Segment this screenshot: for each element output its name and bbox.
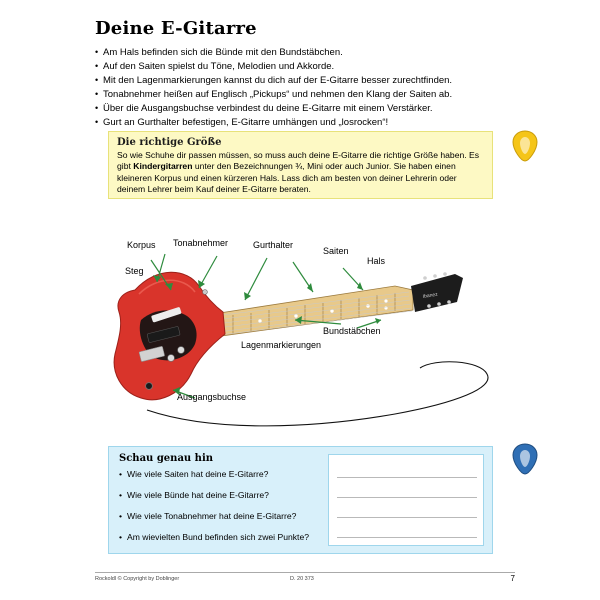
info-box [108,131,493,199]
bullet-marker: • [119,469,123,479]
answer-line[interactable] [337,477,477,478]
list-item-text: Auf den Saiten spielst du Töne, Melodien und Akkorde. [103,61,335,72]
label-steg: Steg [125,266,144,276]
label-ausgangsbuchse: Ausgangsbuchse [177,392,247,402]
answer-area[interactable] [328,454,484,546]
list-item [95,88,515,101]
page-footer [95,572,515,587]
list-item [95,60,515,73]
info-text-part1: So wie Schuhe dir passen müssen, so muss auch deine E-Gitarre die richtige Größe haben. Es gibt [117,150,480,172]
bullet-marker: • [95,61,99,71]
bullet-marker: • [95,75,99,85]
guitar-pick-icon [512,130,538,162]
guitar-diagram [95,228,515,433]
bullet-marker: • [119,532,123,542]
list-item [95,102,515,115]
list-item [95,74,515,87]
footer-edition-code: D. 20 373 [290,576,314,582]
label-saiten: Saiten [323,246,349,256]
info-box-text [117,150,484,196]
bullet-marker: • [119,490,123,500]
bullet-marker: • [95,103,99,113]
list-item-text: Tonabnehmer heißen auf Englisch „Pickups“ und nehmen den Klang der Saiten ab. [103,89,453,100]
svg-text:Ibanez: Ibanez [422,291,439,300]
answer-line[interactable] [337,517,477,518]
bullet-list [95,46,515,130]
question-text: Wie viele Saiten hat deine E-Gitarre? [127,469,269,479]
list-item-text: Über die Ausgangsbuchse verbindest du deine E-Gitarre mit einem Verstärker. [103,103,433,114]
question-text: Am wievielten Bund befinden sich zwei Punkte? [127,532,310,542]
guitar-pick-icon [512,443,538,475]
list-item-text: Gurt an Gurthalter befestigen, E-Gitarre umhängen und „losrocken“! [103,117,389,128]
label-lagenmarkierungen: Lagenmarkierungen [241,340,322,350]
page-number: 7 [510,574,515,583]
label-gurthalter: Gurthalter [253,240,294,250]
question-text: Wie viele Bünde hat deine E-Gitarre? [127,490,269,500]
exercise-title: Schau genau hin [119,453,214,464]
answer-line[interactable] [337,497,477,498]
label-hals: Hals [367,256,386,266]
label-tonabnehmer: Tonabnehmer [173,238,229,248]
question-text: Wie viele Tonabnehmer hat deine E-Gitarre? [127,511,297,521]
info-box-title: Die richtige Größe [117,137,222,148]
list-item [95,46,515,59]
guitar-illustration [95,228,515,433]
bullet-marker: • [119,511,123,521]
answer-line[interactable] [337,537,477,538]
list-item-text: Mit den Lagenmarkierungen kannst du dich auf der E-Gitarre besser zurechtfinden. [103,75,453,86]
info-text-bold: Kindergitarren [133,161,193,172]
page-title: Deine E-Gitarre [95,18,257,39]
bullet-marker: • [95,117,99,127]
info-text-part2: unter den Bezeichnungen ¾, Mini oder auch Junior. Sie haben einen kleineren Korpus und einen kürzeren Hals. Lass dich am besten von deiner Lehrerin oder deinem Lehrer beim Kauf deiner E-Gitarre beraten. [117,161,457,195]
bullet-marker: • [95,89,99,99]
label-korpus: Korpus [127,240,156,250]
list-item-text: Am Hals befinden sich die Bünde mit den Bundstäbchen. [103,47,343,58]
bullet-marker: • [95,47,99,57]
list-item [95,116,515,129]
label-bundstaebchen: Bundstäbchen [323,326,381,336]
footer-copyright: Rockoldl © Copyright by Doblinger [95,576,180,582]
